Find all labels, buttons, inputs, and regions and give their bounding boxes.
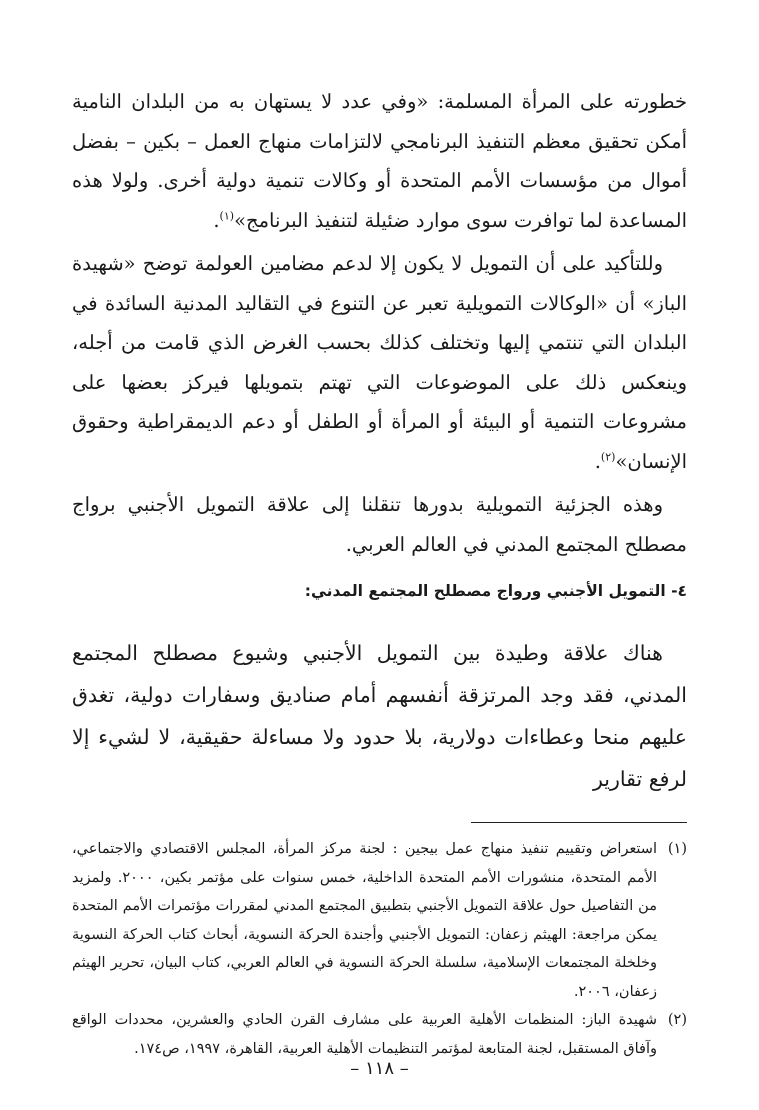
body-paragraph-1 — [72, 82, 687, 240]
footnote-2-number: (٢) — [667, 1012, 687, 1028]
footnote-1-text: استعراض وتقييم تنفيذ منهاج عمل بيجين : لجنة مركز المرأة، المجلس الاقتصادي والاجتماعي، الأمم المتحدة، منشورات الأمم المتحدة الداخلية، خمس سنوات على مؤتمر بكين، ٢٠٠٠. ولمزيد من التفاصيل حول علاقة التمويل الأجنبي بتطبيق المجتمع المدني لمقررات مؤتمرات الأمم المتحدة يمكن مراجعة: الهيثم زعفان: التمويل الأجنبي وأجندة الحركة النسوية، أبحاث كتاب الحركة النسوية وخلخلة المجتمعات الإسلامية، سلسلة الحركة النسوية في العالم العربي، كتاب البيان، تحرير الهيثم زعفان، ٢٠٠٦. — [72, 841, 657, 1000]
footnote-1-number: (١) — [667, 841, 687, 857]
body-paragraph-3: وهذه الجزئية التمويلية بدورها تنقلنا إلى علاقة التمويل الأجنبي برواج مصطلح المجتمع المدني في العالم العربي. — [72, 493, 687, 556]
paragraph-2-end: . — [594, 449, 601, 473]
footnote-2-text: شهيدة الباز: المنظمات الأهلية العربية على مشارف القرن الحادي والعشرين، محددات الواقع وآفاق المستقبل، لجنة المتابعة لمؤتمر التنظيمات الأهلية العربية، القاهرة، ١٩٩٧، ص١٧٤. — [72, 1012, 657, 1057]
footnote-ref-2[interactable]: (٢) — [600, 450, 616, 463]
paragraph-1-text: خطورته على المرأة المسلمة: «وفي عدد لا يستهان به من البلدان النامية أمكن تحقيق معظم التنفيذ البرنامجي لالتزامات منهاج العمل – بكين – بفضل أموال من مؤسسات الأمم المتحدة أو وكالات تنمية دولية أخرى. ولولا هذه المساعدة لما توافرت سوى موارد ضئيلة لتنفيذ البرنامج» — [72, 90, 687, 232]
footnote-separator — [471, 822, 687, 823]
footnote-1 — [72, 835, 687, 1006]
section-heading: ٤- التمويل الأجنبي ورواج مصطلح المجتمع المدني: — [304, 582, 687, 600]
footnote-2 — [72, 1006, 687, 1063]
section-paragraph: هناك علاقة وطيدة بين التمويل الأجنبي وشيوع مصطلح المجتمع المدني، فقد وجد المرتزقة أنفسهم أمام صناديق وسفارات دولية، تغدق عليهم منحا وعطاءات دولارية، بلا حدود ولا مساءلة حقيقية، لا لشيء إلا لرفع تقارير — [72, 641, 687, 791]
body-paragraph-2 — [72, 244, 687, 481]
page-number: – ١١٨ – — [350, 1058, 409, 1079]
footnote-separator-wrap — [72, 800, 687, 835]
footnote-ref-1[interactable]: (١) — [219, 209, 235, 222]
paragraph-2-text: وللتأكيد على أن التمويل لا يكون إلا لدعم مضامين العولمة توضح «شهيدة الباز» أن «الوكالات التمويلية تعبر عن التنوع في التقاليد المدنية السائدة في البلدان التي تنتمي إليها وتختلف كذلك بحسب الغرض الذي قامت من أجله، وينعكس ذلك على الموضوعات التي تهتم بتمويلها فيركز بعضها على مشروعات التنمية أو البيئة أو المرأة أو الطفل أو دعم الديمقراطية وحقوق الإنسان» — [72, 252, 687, 473]
document-page — [72, 82, 687, 1110]
paragraph-1-end: . — [213, 208, 220, 232]
